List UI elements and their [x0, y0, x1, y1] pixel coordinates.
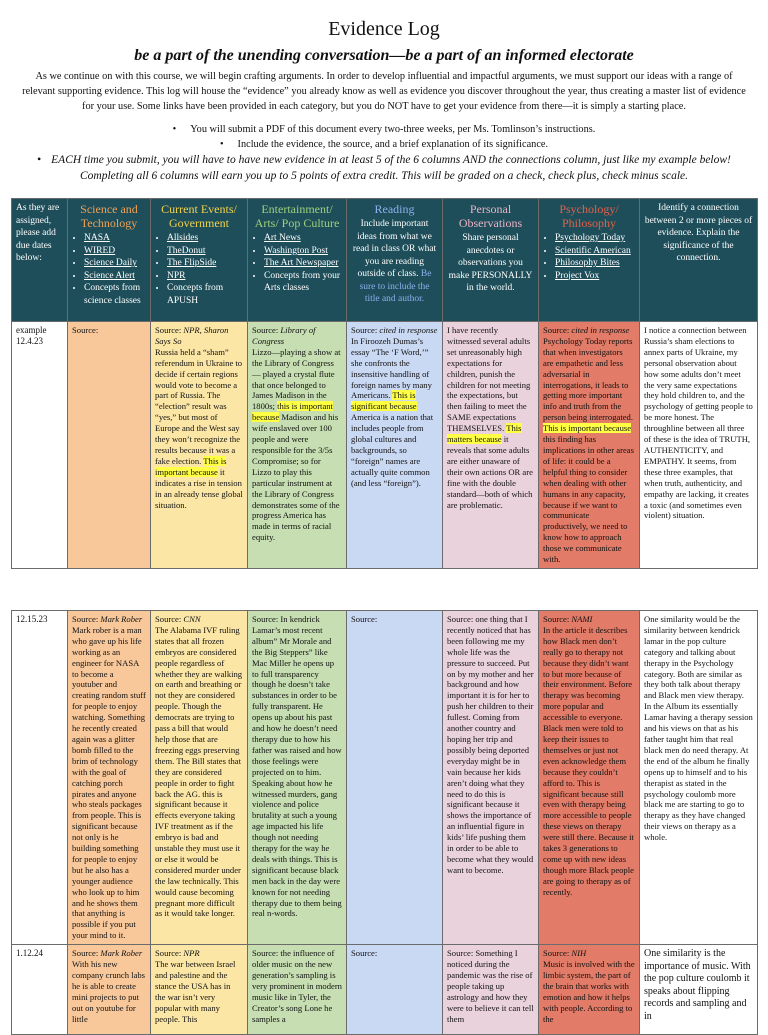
- row-date: example 12.4.23: [12, 322, 68, 569]
- source-name: cited in response: [571, 325, 630, 335]
- header-reading-desc: Include important ideas from what we read in class OR what you are reading outside of class.: [352, 219, 437, 279]
- evidence-text: In Firoozeh Dumas’s essay “The ‘F Word,’” she confronts the insensitive handling of foreign names by many Americans.: [351, 335, 432, 401]
- evidence-text: Russia held a “sham” referendum in Ukraine to decide if certain regions would vote to become a part of Russia. The “election” result was “yes,” but most of Europe and the West say they won’t recognize the results because it was a fake election.: [155, 346, 243, 466]
- header-psych-title: Psychology/ Philosophy: [559, 202, 619, 230]
- highlight: This is important because: [543, 423, 632, 434]
- science-extra: • Concepts from science classes: [84, 282, 146, 307]
- evidence-text: Music is involved with the limbic system, the part of the brain that works with emotion and how it helps with people. According to the: [543, 959, 635, 1024]
- source-name: cited in response: [379, 325, 438, 335]
- instruction-item: • You will submit a PDF of this document every two-three weeks, per Ms. Tomlinson’s instructions.: [0, 122, 768, 137]
- row-date: 12.15.23: [12, 611, 68, 945]
- example-table: [11, 321, 758, 569]
- cell-personal[interactable]: Source: Something I noticed during the pandemic was the rise of people taking up astrology and how they were to believe it can tell them: [443, 945, 539, 1035]
- header-entertainment: [248, 199, 347, 326]
- cell-entertainment[interactable]: Source: In kendrick Lamar’s most recent album” Mr Morale and the Big Steppers” like Mac Miller he opens up to full transparency though he doesn’t take substances in order to be fully transparent. He opens up about his past and how he doesn’t need therapy due to how his father was raised and how those feelings were projected on to him. Speaking about how he witnessed murders, gang violence and police brutality at such a young age impacted his life though not needing therapy for the way he deals with things. This is significant because black men back in the day were known for not needing therapy due to them being real n-words.: [248, 611, 347, 945]
- table-row: [12, 945, 758, 1035]
- cell-entertainment[interactable]: Source: the influence of older music on the new generation’s sampling is very prominent in modern music like in Tyler, the Creator’s song Lone he samples a: [248, 945, 347, 1035]
- evidence-text: The Alabama IVF ruling states that all frozen embryos are considered people regardless of whether they are walking on earth and breathing or not they are considered people. Though the democrats are trying to pass a bill that would help those that are freezing eggs preserving them. The Bill states that they are considered people in order to fight back the AG. this is significant because it effects everyone taking IVF treatment as if the embryo is bad and unstable they must use it or else it would be considered murder under the law technically. This would cause becoming pregnant more difficult as it would take longer.: [155, 624, 243, 919]
- header-reading: [347, 199, 443, 326]
- intro-paragraph: As we continue on with this course, we will begin crafting arguments. In order to develop influential and impactful arguments, we must support our ideas with a range of relevant supporting evidence. This log will house the “evidence” you already know as well as evidence you discover throughout the year, thus creating a master list of evidence for your use. Some links have been provided in each category, but you do NOT have to get your evidence from there—it is simply a starting place.: [22, 71, 746, 112]
- source-name: NPR: [183, 948, 200, 959]
- cell-personal[interactable]: [443, 322, 539, 569]
- evidence-text: With his new company crunch labs he is able to create mini projects to put out on youtube for little: [72, 959, 146, 1024]
- instruction-list: [0, 122, 768, 152]
- source-name: NAMI: [571, 614, 593, 624]
- instruction-item: • Include the evidence, the source, and a brief explanation of its significance.: [0, 137, 768, 152]
- evidence-table: [11, 610, 758, 1035]
- emphasis-instruction: [18, 152, 750, 184]
- header-psychology: [539, 199, 640, 326]
- link-washington-post[interactable]: • Washington Post: [264, 245, 342, 258]
- link-philosophy-bites[interactable]: • Philosophy Bites: [555, 257, 635, 270]
- link-art-news[interactable]: • Art News: [264, 232, 342, 245]
- page-title: Evidence Log: [328, 18, 440, 40]
- row-date: 1.12.24: [12, 945, 68, 1035]
- header-current-title: Current Events/ Government: [161, 202, 237, 230]
- source-label: Source:: [72, 614, 101, 624]
- highlight: this is important because: [252, 401, 333, 423]
- cell-connection[interactable]: I notice a connection between Russia’s sham elections to annex parts of Ukraine, my personal observation about how some adults don’t meet the very same expectations they hold children to, and the psychology of getting people to be more honest. The throughline between all three of these is the idea of TRUTH, AUTHENTICITY, and EMPATHY. It seems, from these three examples, that when truth, authenticity, and empathy are lacking, it creates a toxic (and sometimes even violent) situation.: [640, 322, 758, 569]
- link-allsides[interactable]: • Allsides: [167, 232, 243, 245]
- cell-current-events[interactable]: [151, 611, 248, 945]
- evidence-text: The war between Israel and palestine and the stance the USA has in the war isn’t very popular with many people. This: [155, 959, 236, 1024]
- cell-personal[interactable]: Source: one thing that I recently noticed that has been following me my whole life was the pressure to succeed. Put on by my mother and her background and how important it is for her to push her children to their fullest. Coming from another country and hoping her trip and possibly being deported everyday might be in vain because her kids aren’t doing what they need to do this is significant because it shows the importance of an influential figure in kids’ life pushing them in order to be able to become what they would want to become.: [443, 611, 539, 945]
- source-label: Source:: [543, 614, 572, 624]
- link-art-newspaper[interactable]: • The Art Newspaper: [264, 257, 342, 270]
- header-current-events: [151, 199, 248, 326]
- evidence-text: it indicates a rise in tension in an already tense global situation.: [155, 466, 243, 510]
- cell-psychology[interactable]: Source: cited in response Psychology Today reports that when investigators are empathetic and less adversarial in interrogations, it leads to getting more important info and truth from the person being interrogated. This is important because this finding has implications in other areas of life: it could be a helpful thing to consider when dealing with other humans in any capacity, because if we want to communicate productively, we need to know how to approach those we communicate with.: [539, 322, 640, 569]
- highlight: This is significant because: [351, 390, 417, 412]
- link-science-alert[interactable]: • Science Alert: [84, 270, 146, 283]
- source-name: Mark Rober: [100, 948, 143, 959]
- cell-current-events[interactable]: [151, 945, 248, 1035]
- cell-connection[interactable]: One similarity would be the similarity between kendrick lamar in the pop culture category and talking about therapy in the Psychology category. Both are similar as they both talk about therapy and Black men view therapy. In the Album its essentially Lamar having a therapy session and his views on that as his father taught him that real black men do need therapy. At the end of the album he finally opens up to himself and to his therapist as stated in the psychology coulomb more black me are starting to go to therapy as they have changed their views on therapy as a whole.: [640, 611, 758, 945]
- link-npr[interactable]: • NPR: [167, 270, 243, 283]
- header-personal-desc: Share personal anecdotes or observations you make PERSONALLY in the world.: [448, 233, 533, 293]
- cell-entertainment[interactable]: Source: Library of Congress Lizzo—playing a show at the Library of Congress— played a crystal flute that once belonged to James Madison in the 1800s; this is important because Madison and his wife enslaved over 100 people and were responsible for the 3/5s Compromise; so for Lizzo to play this particular instrument at the Library of Congress demonstrates some of the progress America has made in terms of racial equity.: [248, 322, 347, 569]
- example-row: [12, 322, 758, 569]
- cell-psychology[interactable]: [539, 611, 640, 945]
- evidence-text: it reveals that some adults are either unaware of their own actions OR are fine with the double standard—both of which are problematic.: [447, 434, 533, 510]
- source-name: Mark Rober: [100, 614, 143, 624]
- highlight: This is important because: [155, 455, 227, 477]
- header-connection: Identify a connection between 2 or more pieces of evidence. Explain the significance of the connection.: [640, 199, 758, 326]
- cell-reading[interactable]: Source:: [347, 945, 443, 1035]
- header-reading-note: Be sure to include the title and author.: [359, 269, 432, 304]
- evidence-text: I have recently witnessed several adults set unreasonably high expectations for children, punish the children for not meeting the expectations, but then failing to meet the SAME expectations THEMSELVES.: [447, 325, 531, 434]
- source-label: Source:: [155, 614, 184, 624]
- link-psychology-today[interactable]: • Psychology Today: [555, 232, 635, 245]
- source-label: Source:: [155, 948, 184, 959]
- evidence-text: Mark rober is a man who gave up his life working as an engineer for NASA to become a youtuber and creating random stuff for people to enjoy watching. Something he recently created again was a glitter bomb filled to the brim of technology with the goal of catching porch pirates and anyone who steals packages from people. This is significant because not only is he building something for people to enjoy but he also has a younger audience who look up to him and he shows them that anything is possible if you put your mind to it.: [72, 624, 146, 941]
- header-dates: As they are assigned, please add due dates below:: [12, 199, 68, 326]
- source-name: NIH: [571, 948, 587, 959]
- ent-links: [252, 232, 342, 295]
- source-name: Library of Congress: [252, 325, 316, 346]
- cell-reading[interactable]: Source:: [347, 611, 443, 945]
- table-row: [12, 611, 758, 945]
- evidence-text: Madison and his wife enslaved over 100 people and were responsible for the 3/5s Compromise; so for Lizzo to play this particular instrument at the Library of Congress demonstrates some of the progress America has made in terms of racial equity.: [252, 412, 340, 543]
- evidence-text: Lizzo—playing a show at the Library of Congress— played a crystal flute that once belonged to James Madison in the 1800s;: [252, 346, 341, 412]
- cell-connection[interactable]: One similarity is the importance of music. With the pop culture coulomb it speaks about flipping records and sampling and in: [640, 945, 758, 1035]
- emphasis-text: EACH time you submit, you will have to have new evidence in at least 5 of the 6 columns AND the connections column, just like my example below! Completing all 6 columns will earn you up to 5 points of extra credit. This will be graded on a check, check plus, check minus scale.: [51, 154, 731, 182]
- cell-psychology[interactable]: [539, 945, 640, 1035]
- header-personal: [443, 199, 539, 326]
- cell-reading[interactable]: Source: cited in response In Firoozeh Dumas’s essay “The ‘F Word,’” she confronts the insensitive handling of foreign names by many Americans. This is significant because America is a nation that includes people from global cultures and backgrounds, so “foreign” names are actually quite common (and less “foreign”).: [347, 322, 443, 569]
- link-flipside[interactable]: • The FlipSide: [167, 257, 243, 270]
- link-wired[interactable]: • WIRED: [84, 245, 146, 258]
- link-scientific-american[interactable]: • Scientific American: [555, 245, 635, 258]
- cell-science[interactable]: Source:: [68, 322, 151, 569]
- header-personal-title: Personal Observations: [458, 202, 523, 230]
- source-name: NPR, Sharon Says So: [155, 325, 229, 346]
- column-header-table: [11, 198, 758, 326]
- cell-science[interactable]: [68, 611, 151, 945]
- current-extra: • Concepts from APUSH: [167, 282, 243, 307]
- header-reading-title: Reading: [374, 202, 415, 216]
- cell-science[interactable]: [68, 945, 151, 1035]
- source-label: Source:: [543, 948, 572, 959]
- source-label: Source:: [72, 948, 101, 959]
- link-nasa[interactable]: • NASA: [84, 232, 146, 245]
- current-links: [155, 232, 243, 307]
- evidence-text: Psychology Today reports that when investigators are empathetic and less adversarial in interrogations, it leads to getting more important info and truth from the person being interrogated.: [543, 335, 633, 423]
- bullet-icon: •: [37, 154, 42, 166]
- ent-extra: • Concepts from your Arts classes: [264, 270, 342, 295]
- page-header: [0, 0, 768, 184]
- link-thedonut[interactable]: • TheDonut: [167, 245, 243, 258]
- source-name: CNN: [183, 614, 201, 624]
- highlight: This matters because: [447, 423, 522, 445]
- evidence-text: America is a nation that includes people from global cultures and backgrounds, so “foreign” names are actually quite common (and less “foreign”).: [351, 412, 434, 488]
- link-science-daily[interactable]: • Science Daily: [84, 257, 146, 270]
- header-science-title: Science and Technology: [80, 202, 138, 230]
- header-ent-title: Entertainment/ Arts/ Pop Culture: [254, 202, 340, 230]
- science-links: [72, 232, 146, 307]
- header-science: [68, 199, 151, 326]
- evidence-text: this finding has implications in other areas of life: it could be a helpful thing to consider when dealing with other humans in any capacity, because if we want to communicate productively, we need to know how to approach those we communicate with.: [543, 434, 634, 565]
- evidence-text: In the article it describes how Black men don’t really go to therapy not because they didn’t want to but more because of their environment. Before therapy was becoming more popular and accessible to everyone. Black men were told to keep their issues to themselves or just not even acknowledge them because they couldn’t afford to. This is significant because still even with therapy being more accessible to people these views on therapy were still there. Because it takes 3 generations to come up with new ideas though more Black people are going to therapy as of recently.: [543, 624, 634, 897]
- link-project-vox[interactable]: • Project Vox: [555, 270, 635, 283]
- page-subtitle: be a part of the unending conversation—be a part of an informed electorate: [134, 47, 634, 64]
- cell-current-events[interactable]: Source: NPR, Sharon Says So Russia held a “sham” referendum in Ukraine to decide if certain regions would vote to become a part of Russia. The “election” result was “yes,” but most of Europe and the West say they won’t recognize the results because it was a fake election. This is important because it indicates a rise in tension in an already tense global situation.: [151, 322, 248, 569]
- psych-links: [543, 232, 635, 282]
